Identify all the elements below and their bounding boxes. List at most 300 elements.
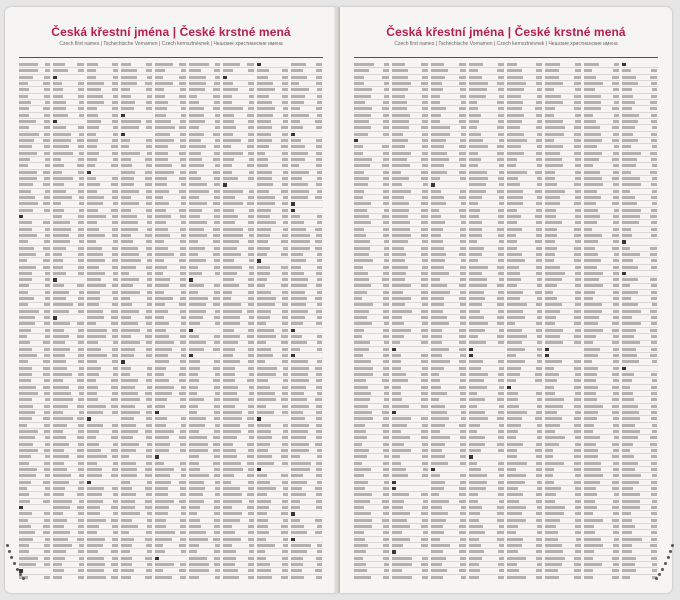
name-entry bbox=[354, 373, 390, 378]
name-entry bbox=[53, 63, 85, 68]
right-title-rule bbox=[354, 57, 658, 58]
name-entry bbox=[223, 411, 255, 416]
name-entry bbox=[87, 196, 119, 201]
name-entry bbox=[354, 88, 390, 93]
name-entry bbox=[392, 360, 428, 365]
decorative-dot bbox=[667, 556, 670, 559]
name-entry bbox=[469, 443, 505, 448]
name-entry bbox=[354, 139, 390, 144]
name-entry bbox=[223, 354, 255, 359]
name-entry bbox=[19, 462, 51, 467]
name-entry bbox=[121, 557, 153, 562]
name-entry bbox=[392, 259, 428, 264]
name-entry bbox=[584, 519, 620, 524]
name-entry bbox=[19, 455, 51, 460]
name-entry bbox=[19, 253, 51, 258]
name-entry bbox=[87, 95, 119, 100]
name-entry bbox=[223, 284, 255, 289]
name-entry bbox=[257, 411, 289, 416]
name-entry bbox=[622, 297, 658, 302]
name-entry bbox=[469, 474, 505, 479]
name-entry bbox=[257, 291, 289, 296]
name-entry bbox=[291, 266, 323, 271]
name-entry bbox=[121, 303, 153, 308]
name-entry bbox=[189, 158, 221, 163]
name-entry bbox=[584, 341, 620, 346]
name-entry bbox=[155, 430, 187, 435]
name-entry bbox=[155, 63, 187, 68]
name-entry bbox=[291, 183, 323, 188]
name-entry bbox=[291, 82, 323, 87]
name-entry bbox=[53, 88, 85, 93]
name-entry bbox=[257, 468, 289, 473]
name-entry bbox=[257, 500, 289, 505]
name-entry bbox=[507, 443, 543, 448]
name-entry bbox=[545, 297, 581, 302]
name-entry bbox=[155, 487, 187, 492]
name-entry bbox=[622, 234, 658, 239]
name-entry bbox=[392, 88, 428, 93]
name-entry bbox=[223, 373, 255, 378]
name-entry bbox=[223, 557, 255, 562]
name-entry bbox=[584, 114, 620, 119]
name-entry bbox=[87, 120, 119, 125]
name-entry bbox=[431, 215, 467, 220]
name-entry bbox=[469, 449, 505, 454]
decorative-dot bbox=[671, 544, 674, 547]
name-entry bbox=[469, 297, 505, 302]
name-entry bbox=[431, 436, 467, 441]
name-entry bbox=[622, 550, 658, 555]
name-entry bbox=[53, 278, 85, 283]
name-entry bbox=[431, 196, 467, 201]
name-entry bbox=[53, 76, 85, 81]
name-entry bbox=[545, 481, 581, 486]
name-entry bbox=[291, 386, 323, 391]
name-entry bbox=[257, 424, 289, 429]
name-entry bbox=[354, 341, 390, 346]
name-entry bbox=[257, 481, 289, 486]
name-entry bbox=[431, 95, 467, 100]
name-entry bbox=[155, 139, 187, 144]
name-entry bbox=[354, 177, 390, 182]
name-entry bbox=[622, 525, 658, 530]
name-entry bbox=[189, 576, 221, 579]
name-entry bbox=[622, 354, 658, 359]
name-entry bbox=[392, 398, 428, 403]
name-entry bbox=[121, 550, 153, 555]
name-entry bbox=[392, 405, 428, 410]
name-entry bbox=[469, 506, 505, 511]
name-entry bbox=[19, 303, 51, 308]
name-entry bbox=[354, 114, 390, 119]
name-entry bbox=[431, 468, 467, 473]
name-entry bbox=[223, 449, 255, 454]
name-entry bbox=[431, 417, 467, 422]
name-entry bbox=[87, 569, 119, 574]
name-entry bbox=[431, 266, 467, 271]
left-page-title: Česká křestní jména | České krstné mená bbox=[51, 25, 291, 39]
name-entry bbox=[121, 417, 153, 422]
name-entry bbox=[622, 88, 658, 93]
name-entry bbox=[155, 310, 187, 315]
name-entry bbox=[545, 310, 581, 315]
name-entry bbox=[622, 468, 658, 473]
name-entry bbox=[223, 455, 255, 460]
name-entry bbox=[431, 411, 467, 416]
name-entry bbox=[584, 120, 620, 125]
name-entry bbox=[431, 519, 467, 524]
name-column bbox=[121, 63, 153, 579]
name-entry bbox=[223, 519, 255, 524]
name-entry bbox=[584, 126, 620, 131]
name-entry bbox=[53, 386, 85, 391]
name-entry bbox=[354, 525, 390, 530]
name-entry bbox=[431, 455, 467, 460]
name-entry bbox=[87, 379, 119, 384]
name-entry bbox=[87, 405, 119, 410]
name-entry bbox=[584, 329, 620, 334]
name-entry bbox=[53, 519, 85, 524]
name-entry bbox=[507, 101, 543, 106]
name-entry bbox=[507, 95, 543, 100]
name-entry bbox=[469, 563, 505, 568]
name-entry bbox=[53, 538, 85, 543]
name-entry bbox=[392, 196, 428, 201]
name-entry bbox=[121, 310, 153, 315]
name-entry bbox=[223, 474, 255, 479]
name-entry bbox=[584, 171, 620, 176]
name-column bbox=[507, 63, 543, 579]
name-entry bbox=[354, 240, 390, 245]
name-column bbox=[155, 63, 187, 579]
name-entry bbox=[584, 360, 620, 365]
name-entry bbox=[622, 455, 658, 460]
name-entry bbox=[189, 228, 221, 233]
name-entry bbox=[622, 493, 658, 498]
name-entry bbox=[53, 322, 85, 327]
name-column bbox=[431, 63, 467, 579]
name-entry bbox=[87, 468, 119, 473]
name-entry bbox=[19, 209, 51, 214]
name-entry bbox=[121, 76, 153, 81]
name-entry bbox=[507, 398, 543, 403]
name-entry bbox=[121, 145, 153, 150]
name-entry bbox=[469, 95, 505, 100]
name-entry bbox=[622, 563, 658, 568]
name-entry bbox=[291, 519, 323, 524]
name-entry bbox=[223, 114, 255, 119]
name-entry bbox=[469, 436, 505, 441]
name-entry bbox=[121, 139, 153, 144]
name-entry bbox=[584, 538, 620, 543]
name-entry bbox=[431, 493, 467, 498]
name-entry bbox=[291, 329, 323, 334]
name-entry bbox=[291, 101, 323, 106]
name-entry bbox=[354, 411, 390, 416]
name-entry bbox=[584, 310, 620, 315]
name-entry bbox=[19, 392, 51, 397]
name-entry bbox=[291, 272, 323, 277]
name-entry bbox=[155, 95, 187, 100]
name-entry bbox=[257, 158, 289, 163]
name-entry bbox=[53, 284, 85, 289]
name-entry bbox=[257, 417, 289, 422]
name-entry bbox=[53, 240, 85, 245]
name-entry bbox=[584, 392, 620, 397]
name-entry bbox=[87, 291, 119, 296]
name-entry bbox=[121, 481, 153, 486]
name-entry bbox=[189, 95, 221, 100]
name-entry bbox=[291, 538, 323, 543]
name-entry bbox=[469, 228, 505, 233]
name-entry bbox=[155, 215, 187, 220]
name-entry bbox=[469, 468, 505, 473]
name-entry bbox=[392, 455, 428, 460]
name-entry bbox=[507, 164, 543, 169]
name-entry bbox=[155, 171, 187, 176]
name-entry bbox=[53, 183, 85, 188]
name-entry bbox=[291, 455, 323, 460]
name-entry bbox=[507, 202, 543, 207]
name-entry bbox=[189, 190, 221, 195]
name-entry bbox=[257, 538, 289, 543]
name-entry bbox=[392, 240, 428, 245]
name-entry bbox=[257, 221, 289, 226]
name-entry bbox=[121, 449, 153, 454]
name-entry bbox=[469, 569, 505, 574]
name-entry bbox=[19, 88, 51, 93]
name-entry bbox=[469, 240, 505, 245]
name-entry bbox=[189, 538, 221, 543]
name-entry bbox=[545, 500, 581, 505]
name-entry bbox=[189, 386, 221, 391]
name-entry bbox=[257, 107, 289, 112]
name-entry bbox=[223, 310, 255, 315]
name-entry bbox=[189, 171, 221, 176]
name-entry bbox=[392, 329, 428, 334]
name-entry bbox=[545, 183, 581, 188]
name-entry bbox=[53, 506, 85, 511]
name-entry bbox=[223, 190, 255, 195]
name-entry bbox=[392, 82, 428, 87]
name-entry bbox=[392, 221, 428, 226]
name-entry bbox=[354, 120, 390, 125]
name-entry bbox=[53, 443, 85, 448]
name-entry bbox=[507, 266, 543, 271]
name-entry bbox=[223, 63, 255, 68]
name-entry bbox=[291, 190, 323, 195]
name-entry bbox=[354, 443, 390, 448]
name-entry bbox=[87, 348, 119, 353]
name-entry bbox=[291, 354, 323, 359]
name-entry bbox=[431, 228, 467, 233]
name-entry bbox=[291, 569, 323, 574]
name-entry bbox=[354, 576, 390, 579]
name-entry bbox=[121, 221, 153, 226]
name-entry bbox=[223, 576, 255, 579]
name-entry bbox=[223, 436, 255, 441]
name-entry bbox=[392, 107, 428, 112]
name-entry bbox=[392, 158, 428, 163]
name-entry bbox=[189, 221, 221, 226]
name-entry bbox=[431, 310, 467, 315]
name-entry bbox=[584, 228, 620, 233]
name-entry bbox=[354, 367, 390, 372]
name-entry bbox=[155, 316, 187, 321]
name-entry bbox=[545, 436, 581, 441]
name-entry bbox=[87, 101, 119, 106]
name-entry bbox=[392, 493, 428, 498]
name-entry bbox=[291, 164, 323, 169]
name-entry bbox=[291, 436, 323, 441]
name-entry bbox=[155, 538, 187, 543]
name-entry bbox=[223, 177, 255, 182]
name-entry bbox=[584, 322, 620, 327]
name-entry bbox=[223, 443, 255, 448]
name-entry bbox=[53, 310, 85, 315]
name-entry bbox=[622, 133, 658, 138]
name-entry bbox=[584, 354, 620, 359]
name-entry bbox=[545, 303, 581, 308]
name-entry bbox=[584, 133, 620, 138]
name-entry bbox=[87, 335, 119, 340]
name-entry bbox=[87, 297, 119, 302]
name-entry bbox=[507, 538, 543, 543]
name-entry bbox=[189, 443, 221, 448]
name-entry bbox=[507, 259, 543, 264]
name-entry bbox=[189, 500, 221, 505]
name-entry bbox=[431, 474, 467, 479]
name-entry bbox=[223, 88, 255, 93]
name-entry bbox=[392, 417, 428, 422]
name-entry bbox=[121, 500, 153, 505]
name-entry bbox=[257, 253, 289, 258]
name-entry bbox=[223, 291, 255, 296]
name-entry bbox=[121, 436, 153, 441]
name-entry bbox=[431, 329, 467, 334]
name-entry bbox=[392, 316, 428, 321]
name-entry bbox=[291, 462, 323, 467]
name-entry bbox=[507, 519, 543, 524]
name-entry bbox=[545, 126, 581, 131]
name-entry bbox=[392, 487, 428, 492]
name-entry bbox=[584, 69, 620, 74]
name-entry bbox=[584, 284, 620, 289]
name-entry bbox=[121, 341, 153, 346]
name-entry bbox=[291, 443, 323, 448]
name-entry bbox=[507, 360, 543, 365]
name-entry bbox=[121, 272, 153, 277]
name-entry bbox=[431, 133, 467, 138]
name-entry bbox=[121, 392, 153, 397]
name-entry bbox=[392, 367, 428, 372]
name-entry bbox=[622, 512, 658, 517]
name-entry bbox=[507, 379, 543, 384]
name-entry bbox=[545, 576, 581, 579]
name-entry bbox=[584, 297, 620, 302]
name-entry bbox=[223, 278, 255, 283]
name-entry bbox=[87, 126, 119, 131]
name-entry bbox=[622, 209, 658, 214]
name-entry bbox=[431, 107, 467, 112]
name-entry bbox=[53, 550, 85, 555]
name-entry bbox=[223, 69, 255, 74]
name-entry bbox=[545, 209, 581, 214]
name-entry bbox=[545, 462, 581, 467]
name-entry bbox=[354, 424, 390, 429]
name-entry bbox=[155, 468, 187, 473]
name-entry bbox=[622, 557, 658, 562]
name-entry bbox=[431, 272, 467, 277]
name-entry bbox=[354, 386, 390, 391]
name-entry bbox=[354, 190, 390, 195]
name-entry bbox=[469, 462, 505, 467]
name-entry bbox=[545, 335, 581, 340]
name-entry bbox=[155, 519, 187, 524]
name-entry bbox=[507, 82, 543, 87]
name-entry bbox=[431, 291, 467, 296]
name-entry bbox=[223, 228, 255, 233]
name-entry bbox=[19, 329, 51, 334]
name-entry bbox=[622, 291, 658, 296]
decorative-dot bbox=[8, 550, 11, 553]
name-entry bbox=[53, 417, 85, 422]
name-entry bbox=[87, 76, 119, 81]
name-entry bbox=[53, 569, 85, 574]
name-entry bbox=[53, 266, 85, 271]
name-entry bbox=[507, 63, 543, 68]
name-entry bbox=[189, 506, 221, 511]
name-entry bbox=[155, 405, 187, 410]
name-entry bbox=[622, 348, 658, 353]
name-entry bbox=[87, 240, 119, 245]
name-entry bbox=[507, 563, 543, 568]
name-entry bbox=[545, 266, 581, 271]
name-entry bbox=[257, 449, 289, 454]
name-entry bbox=[622, 107, 658, 112]
name-entry bbox=[469, 133, 505, 138]
name-entry bbox=[87, 424, 119, 429]
name-entry bbox=[87, 411, 119, 416]
name-entry bbox=[507, 88, 543, 93]
name-entry bbox=[507, 76, 543, 81]
name-entry bbox=[431, 202, 467, 207]
name-entry bbox=[19, 525, 51, 530]
name-entry bbox=[392, 449, 428, 454]
name-entry bbox=[469, 253, 505, 258]
name-entry bbox=[622, 398, 658, 403]
name-entry bbox=[189, 69, 221, 74]
name-entry bbox=[545, 101, 581, 106]
name-entry bbox=[622, 202, 658, 207]
name-entry bbox=[19, 335, 51, 340]
name-entry bbox=[392, 120, 428, 125]
name-entry bbox=[189, 284, 221, 289]
name-entry bbox=[545, 563, 581, 568]
name-entry bbox=[257, 278, 289, 283]
name-entry bbox=[223, 468, 255, 473]
name-entry bbox=[584, 202, 620, 207]
name-entry bbox=[87, 493, 119, 498]
name-entry bbox=[19, 145, 51, 150]
name-entry bbox=[431, 525, 467, 530]
name-entry bbox=[291, 114, 323, 119]
name-entry bbox=[53, 171, 85, 176]
name-entry bbox=[155, 107, 187, 112]
name-entry bbox=[223, 266, 255, 271]
name-entry bbox=[189, 550, 221, 555]
